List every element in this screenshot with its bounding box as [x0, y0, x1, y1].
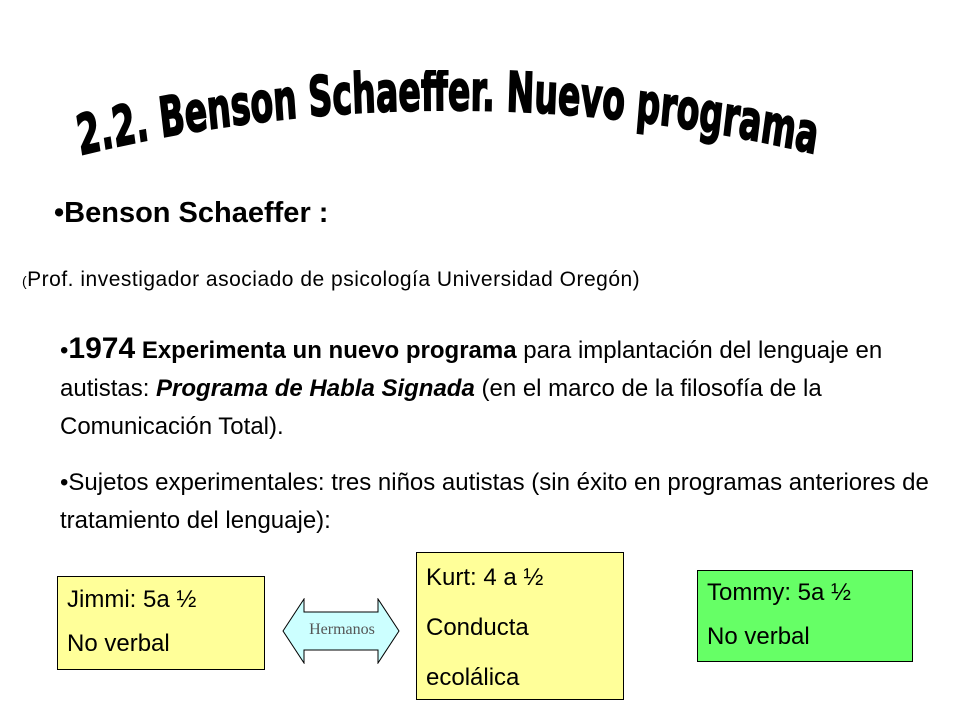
jimmi-age: Jimmi: 5a ½	[67, 586, 197, 613]
subtitle-paren: (	[22, 273, 28, 289]
p1-italic-phrase: Programa de Habla Signada	[156, 375, 475, 402]
paragraph-sujetos: •Sujetos experimentales: tres niños autistas (sin éxito en programas anteriores de tratamiento del lenguaje):	[60, 469, 929, 534]
jimmi-desc: No verbal	[67, 630, 170, 657]
p1-text1: para implantación del lenguaje en autistas:	[60, 337, 883, 402]
svg-text:2.2. Benson Schaeffer. Nuevo p	[72, 70, 830, 160]
paragraph-1974	[60, 330, 940, 446]
p1-text2: (en el marco de la filosofía de la Comunicación Total).	[60, 375, 822, 440]
slide-title-text: 2.2. Benson Schaeffer. Nuevo programa	[72, 70, 830, 160]
box-kurt	[416, 552, 624, 700]
subtitle-text: Prof. investigador asociado de psicología Universidad Oregón)	[27, 268, 641, 291]
box-tommy	[697, 570, 913, 662]
slide-title-wordart	[70, 70, 830, 160]
p1-bold-phrase: Experimenta un nuevo programa	[135, 337, 517, 364]
tommy-desc: No verbal	[707, 623, 810, 650]
kurt-age: Kurt: 4 a ½	[426, 564, 544, 591]
bullet-benson-schaeffer: •Benson Schaeffer :	[54, 197, 329, 229]
subtitle-affiliation	[22, 268, 640, 292]
box-jimmi	[57, 576, 265, 670]
arrow-label-hermanos: Hermanos	[309, 621, 375, 638]
kurt-desc-2: ecolálica	[426, 664, 520, 691]
slide-title	[70, 70, 830, 160]
p1-bullet: •	[60, 337, 69, 364]
tommy-age: Tommy: 5a ½	[707, 579, 852, 606]
p1-year: 1974	[68, 332, 136, 365]
kurt-desc-1: Conducta	[426, 614, 529, 641]
